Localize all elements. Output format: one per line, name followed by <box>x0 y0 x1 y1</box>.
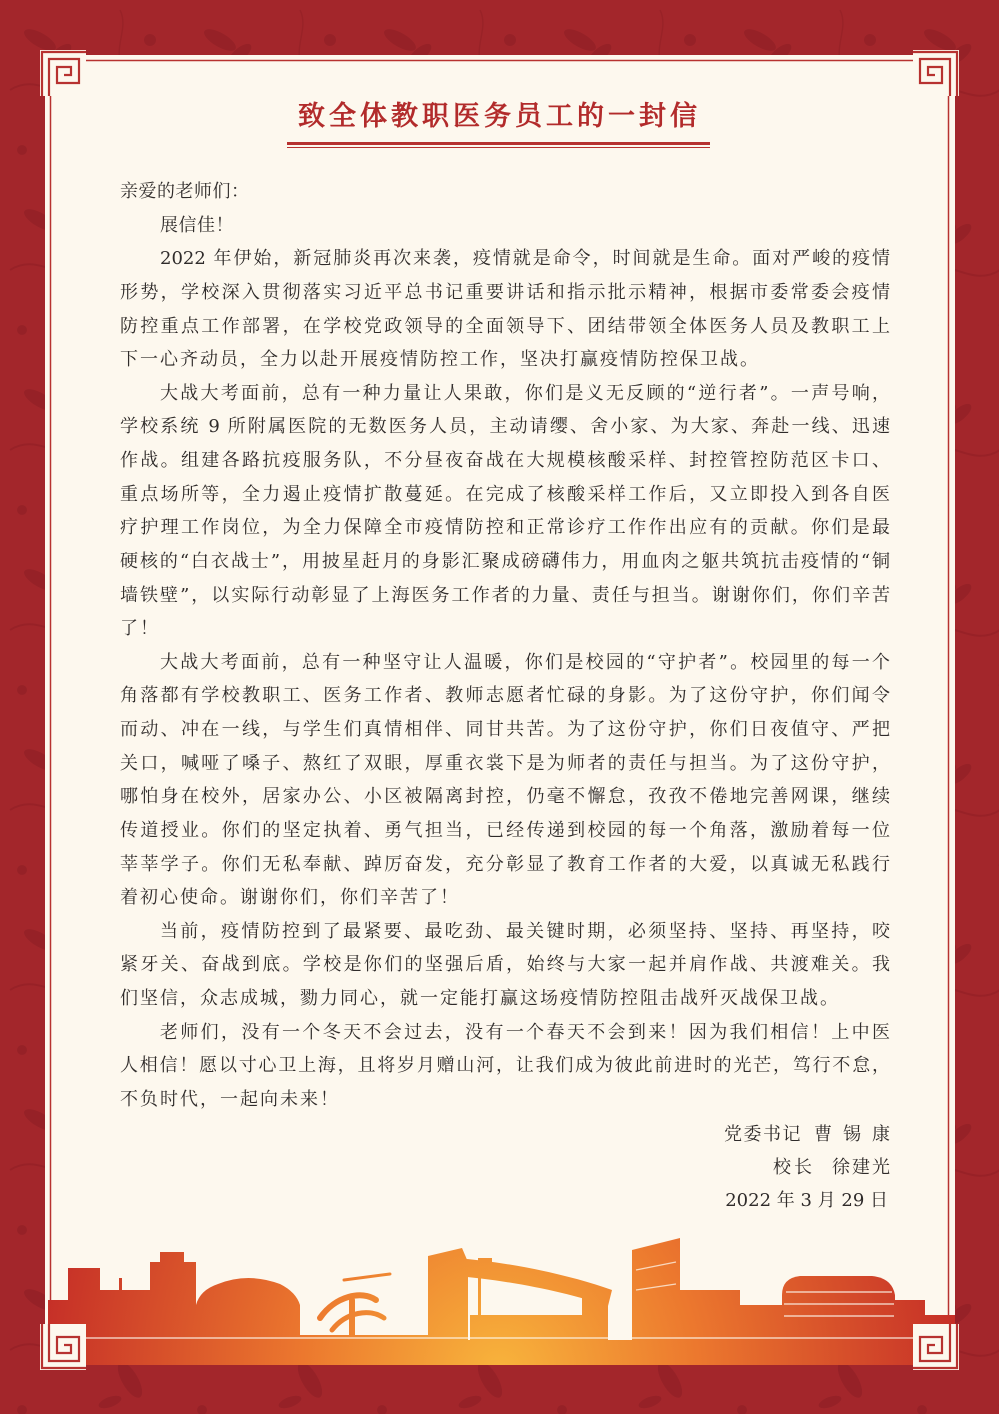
letter-body <box>120 175 890 1117</box>
greeting: 展信佳！ <box>160 214 234 236</box>
paragraph-line: 哪怕身在校外，居家办公、小区被隔离封控，仍毫不懈怠，孜孜不倦地完善网课，继续 <box>120 786 890 808</box>
letter-title: 致全体教职医务员工的一封信 <box>298 101 701 132</box>
corner-ornament-top-right <box>913 50 959 96</box>
president-title: 校长 <box>773 1157 815 1178</box>
paragraph-line: 疗护理工作岗位，为全力保障全市疫情防控和正常诊疗工作作出应有的贡献。你们是最 <box>120 517 890 539</box>
signature-date-row <box>590 1184 890 1217</box>
paragraph-line: 关口，喊哑了嗓子、熬红了双眼，厚重衣裳下是为师者的责任与担当。为了这份守护， <box>120 752 890 774</box>
corner-ornament-bottom-right <box>913 1324 959 1370</box>
paragraph-line: 老师们，没有一个冬天不会过去，没有一个春天不会到来！因为我们相信！上中医 <box>160 1021 890 1043</box>
paragraph-line: 作战。组建各路抗疫服务队，不分昼夜奋战在大规模核酸采样、封控管控防范区卡口、 <box>120 450 890 471</box>
paragraph <box>120 915 890 1016</box>
paragraph-line: 人相信！愿以寸心卫上海，且将岁月赠山河，让我们成为彼此前进时的光芒，笃行不怠， <box>120 1055 890 1077</box>
paragraph-line: 了！ <box>120 618 160 640</box>
paragraph-line: 重点场所等，全力遏止疫情扩散蔓延。在完成了核酸采样工作后，又立即投入到各自医 <box>120 483 890 505</box>
paragraph-line: 大战大考面前，总有一种力量让人果敢，你们是义无反顾的“逆行者”。一声号响， <box>160 382 890 404</box>
paragraph-line: 而动、冲在一线，与学生们真情相伴、同甘共苦。为了这份守护，你们日夜值守、严把 <box>120 719 890 740</box>
paragraph-line: 不负时代，一起向未来！ <box>120 1088 340 1110</box>
secretary-name: 曹锡康 <box>814 1124 901 1145</box>
paragraph-line: 形势，学校深入贯彻落实习近平总书记重要讲话和指示批示精神，根据市委常委会疫情 <box>120 281 890 303</box>
signature-president <box>590 1151 890 1184</box>
signature-block <box>590 1118 901 1217</box>
paragraph-line: 莘莘学子。你们无私奉献、踔厉奋发，充分彰显了教育工作者的大爱，以真诚无私践行 <box>120 853 890 875</box>
paragraph-line: 2022 年伊始，新冠肺炎再次来袭，疫情就是命令，时间就是生命。面对严峻的疫情 <box>160 248 890 270</box>
paragraph-line: 们坚信，众志成城，勠力同心，就一定能打赢这场疫情防控阻击战歼灭战保卫战。 <box>120 988 840 1009</box>
corner-ornament-bottom-left <box>40 1324 86 1370</box>
paragraph-line: 传道授业。你们的坚定执着、勇气担当，已经传递到校园的每一个角落，激励着每一位 <box>120 819 890 841</box>
secretary-title: 党委书记 <box>724 1124 802 1145</box>
signature-secretary <box>590 1118 901 1151</box>
paragraph-line: 当前，疫情防控到了最紧要、最吃劲、最关键时期，必须坚持、坚持、再坚持，咬 <box>160 920 890 942</box>
title-underline <box>287 142 710 145</box>
letter-date: 2022 年 3 月 29 日 <box>725 1190 888 1211</box>
paragraph <box>120 646 890 915</box>
paragraph <box>120 377 890 646</box>
paragraph <box>120 242 890 377</box>
paragraph-line: 紧牙关、奋战到底。学校是你们的坚强后盾，始终与大家一起并肩作战、共渡难关。我 <box>120 954 890 976</box>
title-underline-thin <box>287 147 710 148</box>
paragraph-line: 防控重点工作部署，在学校党政领导的全面领导下、团结带领全体医务人员及教职工上 <box>120 315 890 337</box>
salutation: 亲爱的老师们： <box>120 181 250 202</box>
paragraph <box>120 1016 890 1117</box>
paragraph-line: 墙铁壁”，以实际行动彰显了上海医务工作者的力量、责任与担当。谢谢你们，你们辛苦 <box>120 584 890 606</box>
paragraph-line: 学校系统 9 所附属医院的无数医务人员，主动请缨、舍小家、为大家、奔赴一线、迅速 <box>120 416 890 438</box>
paragraph-line: 大战大考面前，总有一种坚守让人温暖，你们是校园的“守护者”。校园里的每一个 <box>160 651 890 673</box>
paragraph-line: 下一心齐动员，全力以赴开展疫情防控工作，坚决打赢疫情防控保卫战。 <box>120 349 760 371</box>
president-name: 徐建光 <box>832 1157 892 1178</box>
paragraph-line: 着初心使命。谢谢你们，你们辛苦了！ <box>120 887 460 909</box>
paragraph-line: 角落都有学校教职工、医务工作者、教师志愿者忙碌的身影。为了这份守护，你们闻令 <box>120 685 890 707</box>
paragraph-line: 硬核的“白衣战士”，用披星赶月的身影汇聚成磅礴伟力，用血肉之躯共筑抗击疫情的“铜 <box>120 550 890 572</box>
corner-ornament-top-left <box>40 50 86 96</box>
